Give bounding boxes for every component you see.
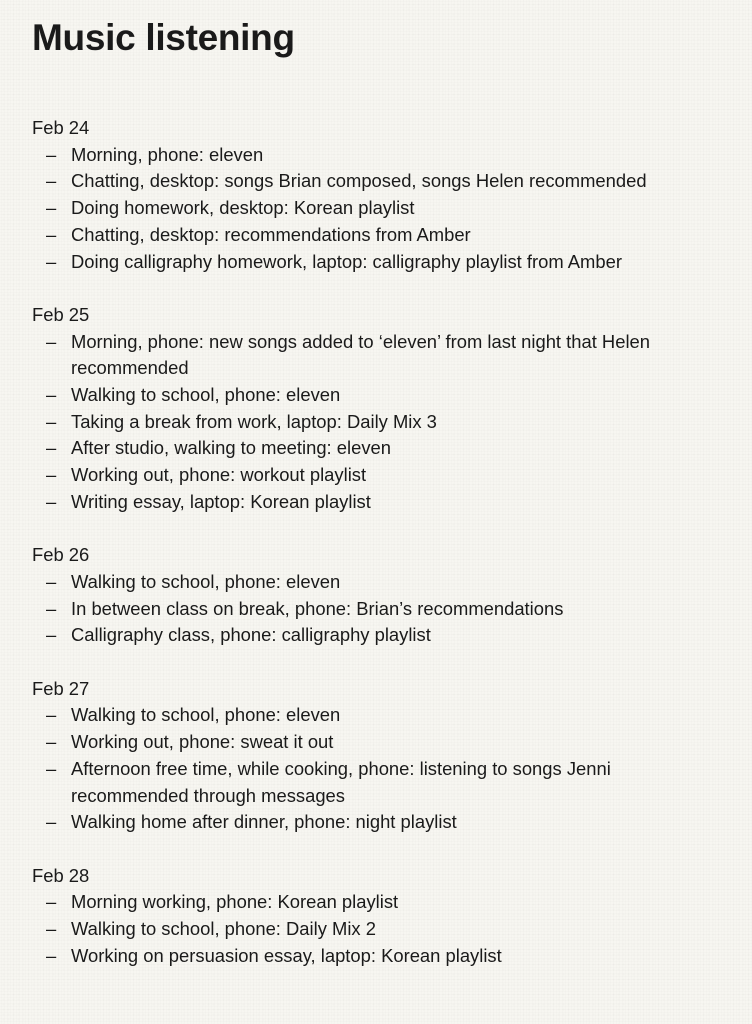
activity-list — [32, 329, 720, 516]
day-entry — [32, 863, 720, 970]
list-item: – Walking to school, phone: eleven — [32, 569, 720, 596]
list-item: – Working out, phone: workout playlist — [32, 462, 720, 489]
list-item: – Afternoon free time, while cooking, phone: listening to songs Jenni recommended through messages — [32, 756, 720, 809]
list-item: – Walking home after dinner, phone: night playlist — [32, 809, 720, 836]
list-item: – Walking to school, phone: eleven — [32, 382, 720, 409]
list-item: – Working on persuasion essay, laptop: Korean playlist — [32, 943, 720, 970]
day-date: Feb 27 — [32, 677, 90, 699]
day-date: Feb 24 — [32, 117, 90, 138]
list-item: – Morning working, phone: Korean playlist — [32, 889, 720, 916]
list-item: – Walking to school, phone: Daily Mix 2 — [32, 916, 720, 943]
page-title: Music listening — [32, 17, 295, 58]
day-date: Feb 28 — [32, 864, 90, 886]
list-item: – In between class on break, phone: Brian’s recommendations — [32, 596, 720, 623]
day-date: Feb 26 — [32, 544, 90, 566]
activity-list — [32, 702, 720, 836]
list-item: – Doing homework, desktop: Korean playlist — [32, 195, 720, 222]
day-entry — [32, 302, 720, 516]
list-item: – Chatting, desktop: songs Brian composed, songs Helen recommended — [32, 168, 720, 195]
day-entry — [32, 542, 720, 649]
activity-list — [32, 569, 720, 649]
list-item: – Morning, phone: new songs added to ‘eleven’ from last night that Helen recommended — [32, 329, 720, 382]
list-item: – Doing calligraphy homework, laptop: calligraphy playlist from Amber — [32, 249, 720, 276]
list-item: – After studio, walking to meeting: eleven — [32, 435, 720, 462]
activity-list — [32, 142, 720, 276]
list-item: – Morning, phone: eleven — [32, 142, 720, 169]
list-item: – Writing essay, laptop: Korean playlist — [32, 489, 720, 516]
list-item: – Calligraphy class, phone: calligraphy playlist — [32, 622, 720, 649]
list-item: – Taking a break from work, laptop: Daily Mix 3 — [32, 409, 720, 436]
activity-list — [32, 889, 720, 969]
entries-list — [32, 115, 720, 969]
list-item: – Working out, phone: sweat it out — [32, 729, 720, 756]
list-item: – Chatting, desktop: recommendations from Amber — [32, 222, 720, 249]
list-item: – Walking to school, phone: eleven — [32, 702, 720, 729]
day-date: Feb 25 — [32, 303, 90, 325]
day-entry — [32, 676, 720, 836]
day-entry — [32, 115, 720, 275]
